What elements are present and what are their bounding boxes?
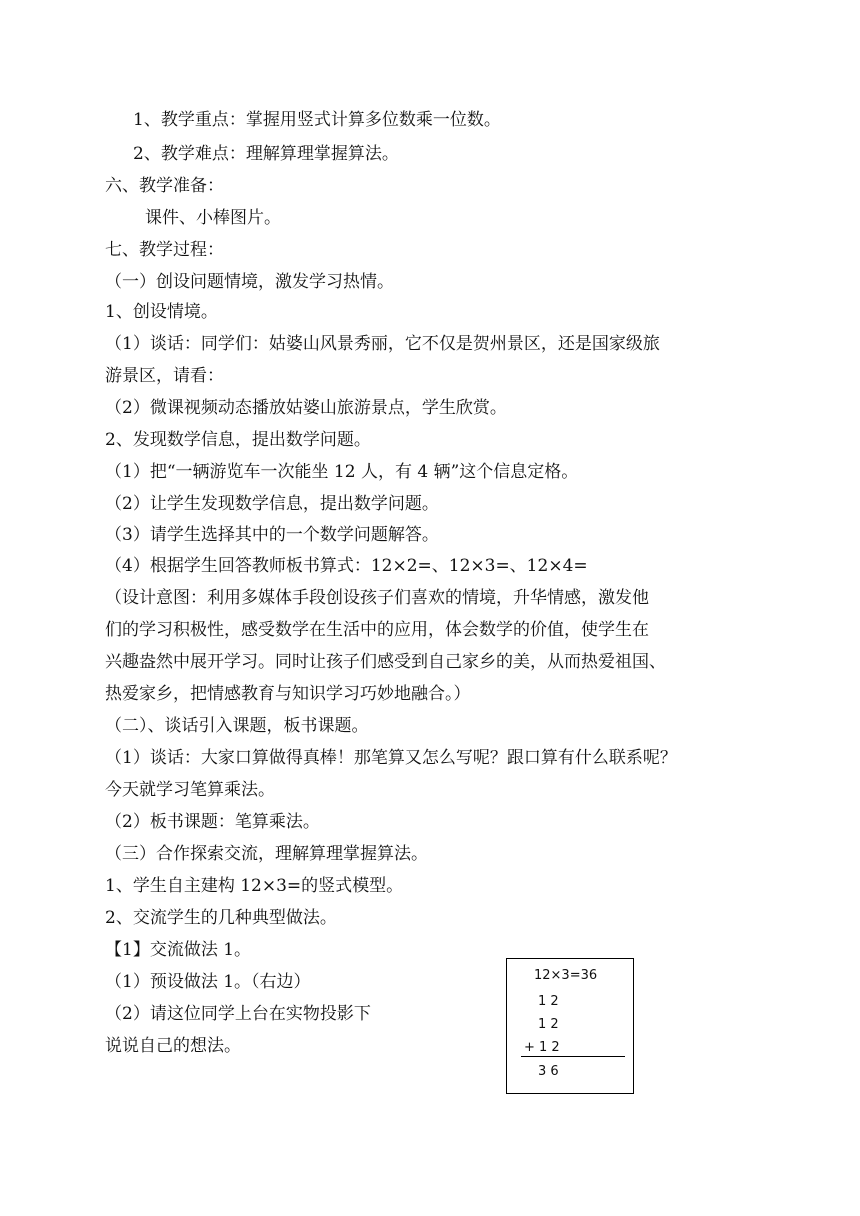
text-line: （设计意图：利用多媒体手段创设孩子们喜欢的情境，升华情感，激发他 (105, 588, 649, 608)
text-line: 说说自己的想法。 (105, 1036, 241, 1056)
text-line: 游景区，请看： (105, 366, 224, 386)
text-line: （2）微课视频动态播放姑婆山旅游景点，学生欣赏。 (105, 398, 507, 418)
text-line: （2）板书课题：笔算乘法。 (105, 812, 320, 832)
text-line: 兴趣盎然中展开学习。同时让孩子们感受到自己家乡的美，从而热爱祖国、 (105, 652, 666, 672)
text-line: 们的学习积极性，感受数学在生活中的应用，体会数学的价值，使学生在 (105, 620, 649, 640)
text-line: 2、教学难点：理解算理掌握算法。 (133, 144, 399, 164)
text-line: （一）创设问题情境，激发学习热情。 (105, 272, 394, 292)
calc-row-1: 1 2 (538, 994, 559, 1009)
text-line: 1、教学重点：掌握用竖式计算多位数乘一位数。 (133, 110, 501, 130)
text-line: （1）谈话：同学们：姑婆山风景秀丽，它不仅是贺州景区，还是国家级旅 (105, 334, 660, 354)
section-heading: 六、教学准备： (105, 176, 224, 196)
text-line: 2、交流学生的几种典型做法。 (105, 908, 337, 928)
text-line: 1、学生自主建构 12×3=的竖式模型。 (105, 876, 404, 896)
text-line: 热爱家乡，把情感教育与知识学习巧妙地融合。） (105, 684, 471, 704)
section-heading: 七、教学过程： (105, 240, 224, 260)
calc-rule-line (521, 1056, 625, 1057)
text-line: （1）把“一辆游览车一次能坐 12 人，有 4 辆”这个信息定格。 (105, 462, 579, 482)
text-line: （3）请学生选择其中的一个数学问题解答。 (105, 525, 439, 545)
calc-result: 3 6 (538, 1064, 559, 1079)
text-line: （4）根据学生回答教师板书算式：12×2=、12×3=、12×4= (105, 556, 588, 576)
vertical-calculation-box (506, 958, 634, 1094)
text-line: 1、创设情境。 (105, 302, 218, 322)
calc-row-3: + 1 2 (524, 1040, 560, 1055)
text-line: （三）合作探索交流，理解算理掌握算法。 (105, 844, 428, 864)
text-line: （2）让学生发现数学信息，提出数学问题。 (105, 494, 439, 514)
text-line: 【1】交流做法 1。 (105, 940, 252, 960)
text-line: 2、发现数学信息，提出数学问题。 (105, 430, 371, 450)
calc-equation: 12×3=36 (534, 968, 598, 983)
text-line: 课件、小棒图片。 (145, 208, 281, 228)
text-line: 今天就学习笔算乘法。 (105, 780, 275, 800)
text-line: （2）请这位同学上台在实物投影下 (105, 1004, 371, 1024)
calc-row-2: 1 2 (538, 1017, 559, 1032)
text-line: （二）、谈话引入课题，板书课题。 (105, 716, 369, 736)
text-line: （1）谈话：大家口算做得真棒！那笔算又怎么写呢？跟口算有什么联系呢？ (105, 748, 677, 768)
text-line: （1）预设做法 1。（右边） (105, 972, 311, 992)
